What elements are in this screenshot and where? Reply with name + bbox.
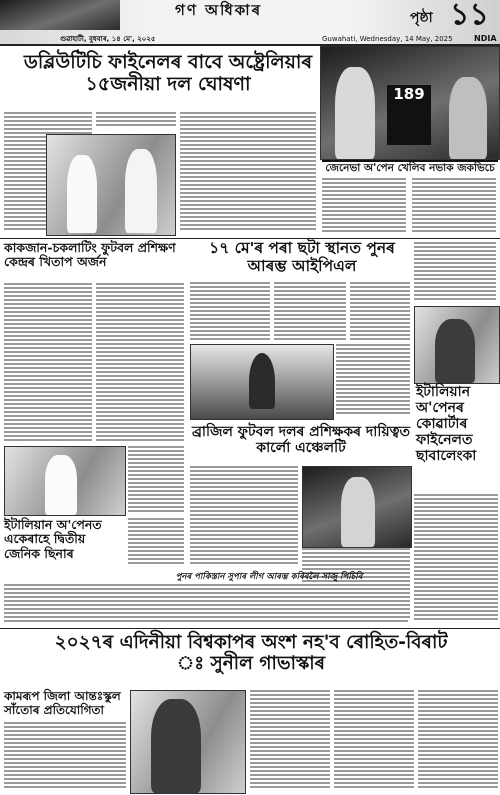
rohit-text <box>250 690 330 792</box>
rohit-headline: ২০২৭ৰ এদিনীয়া বিশ্বকাপৰ অংশ নহ'ব ৰোহিত-বিৰাট ঃ সুনীল গাভাস্কাৰ <box>54 632 448 675</box>
ipl-text <box>190 282 270 342</box>
rohit-text-3 <box>418 690 498 792</box>
sabalenka-figure <box>435 319 475 383</box>
gavaskar-photo <box>130 690 246 794</box>
kamrup-headline: কামৰূপ জিলা আন্তঃস্কুল সাঁতোৰ প্ৰতিযোগিতা <box>4 689 121 717</box>
ancelotti-figure <box>341 477 375 547</box>
masthead-brand: গণ অধিকাৰ <box>175 1 263 19</box>
ipl-headline: ১৭ মে'ৰ পৰা ছটা স্থানত পুনৰ আৰম্ভ আইপিএল <box>209 239 395 275</box>
rohit-text-2 <box>334 690 414 792</box>
geneva-text <box>322 178 406 236</box>
sinner-figure <box>45 455 77 515</box>
pcb-strip: পুনৰ পাকিস্তান সুপাৰ লীগ আৰম্ভ কৰিবলৈ সাজু পিচিবি <box>175 572 363 582</box>
cricket-text-2 <box>96 112 176 130</box>
page-label: পৃষ্ঠা <box>410 10 433 26</box>
brazil-text <box>190 466 298 566</box>
ipl-text-2 <box>274 282 346 342</box>
sabalenka-photo <box>414 306 500 384</box>
scoreboard: 189 <box>387 85 431 145</box>
djokovic-figure <box>335 67 375 159</box>
page-number: ১১ <box>450 0 489 32</box>
sinner-side-text <box>128 446 184 514</box>
brazil-headline: ব্ৰাজিল ফুটবল দলৰ প্ৰশিক্ষকৰ দায়িত্বত কাৰ্লো এঞ্চেলটি <box>191 424 411 457</box>
ipl-text-4 <box>336 344 410 418</box>
ipl-trophy-photo <box>190 344 334 420</box>
date-english: Guwahati, Wednesday, 14 May, 2025 <box>322 35 453 43</box>
cricket-player-figure <box>67 155 97 233</box>
kakajan-text-2 <box>96 283 184 443</box>
cricket-player-figure <box>125 149 157 233</box>
pcb-text <box>4 584 408 626</box>
section-rule <box>0 628 500 629</box>
sabalenka-text-2 <box>414 494 498 624</box>
masthead-date-assamese: গুৱাহাটী, বুধবাৰ, ১৪ মে', ২০২৫ <box>60 35 156 43</box>
player-figure <box>449 77 487 159</box>
cricket-players-photo <box>46 134 176 236</box>
kakajan-text <box>4 283 92 443</box>
gavaskar-figure <box>151 699 201 793</box>
sabalenka-caption: ইটালিয়ান অ'পেনৰ কোৱাৰ্টাৰ ফাইনেলত ছাবালেংকা <box>416 384 477 465</box>
masthead-left-photo <box>0 0 120 30</box>
cricket-text-3 <box>180 112 316 234</box>
djokovic-photo <box>320 46 500 160</box>
kamrup-text <box>4 722 126 792</box>
cricket-headline: ডব্লিউটিচি ফাইনেলৰ বাবে অষ্ট্ৰেলিয়াৰ ১৫জনীয়া দল ঘোষণা <box>23 51 313 95</box>
sinner-photo <box>4 446 126 516</box>
sinner-caption: ইটালিয়ান অ'পেনত একেৰাহে দ্বিতীয় জেনিক ছিনাৰ <box>4 517 102 561</box>
geneva-caption: জেনেভা অ'পেন খেলিব নভাক জকভিচে <box>322 160 498 177</box>
geneva-text-2 <box>412 178 496 236</box>
edge-text: NDIA <box>474 34 497 43</box>
sinner-text <box>128 518 184 568</box>
trophy-shape <box>249 353 275 409</box>
ipl-text-3 <box>350 282 410 342</box>
ancelotti-photo <box>302 466 412 548</box>
sabalenka-text <box>414 242 496 304</box>
kakajan-headline: কাকজান-চকলাটিং ফুটবল প্ৰশিক্ষণ কেন্দ্ৰৰ খিতাপ অৰ্জন <box>4 240 176 270</box>
